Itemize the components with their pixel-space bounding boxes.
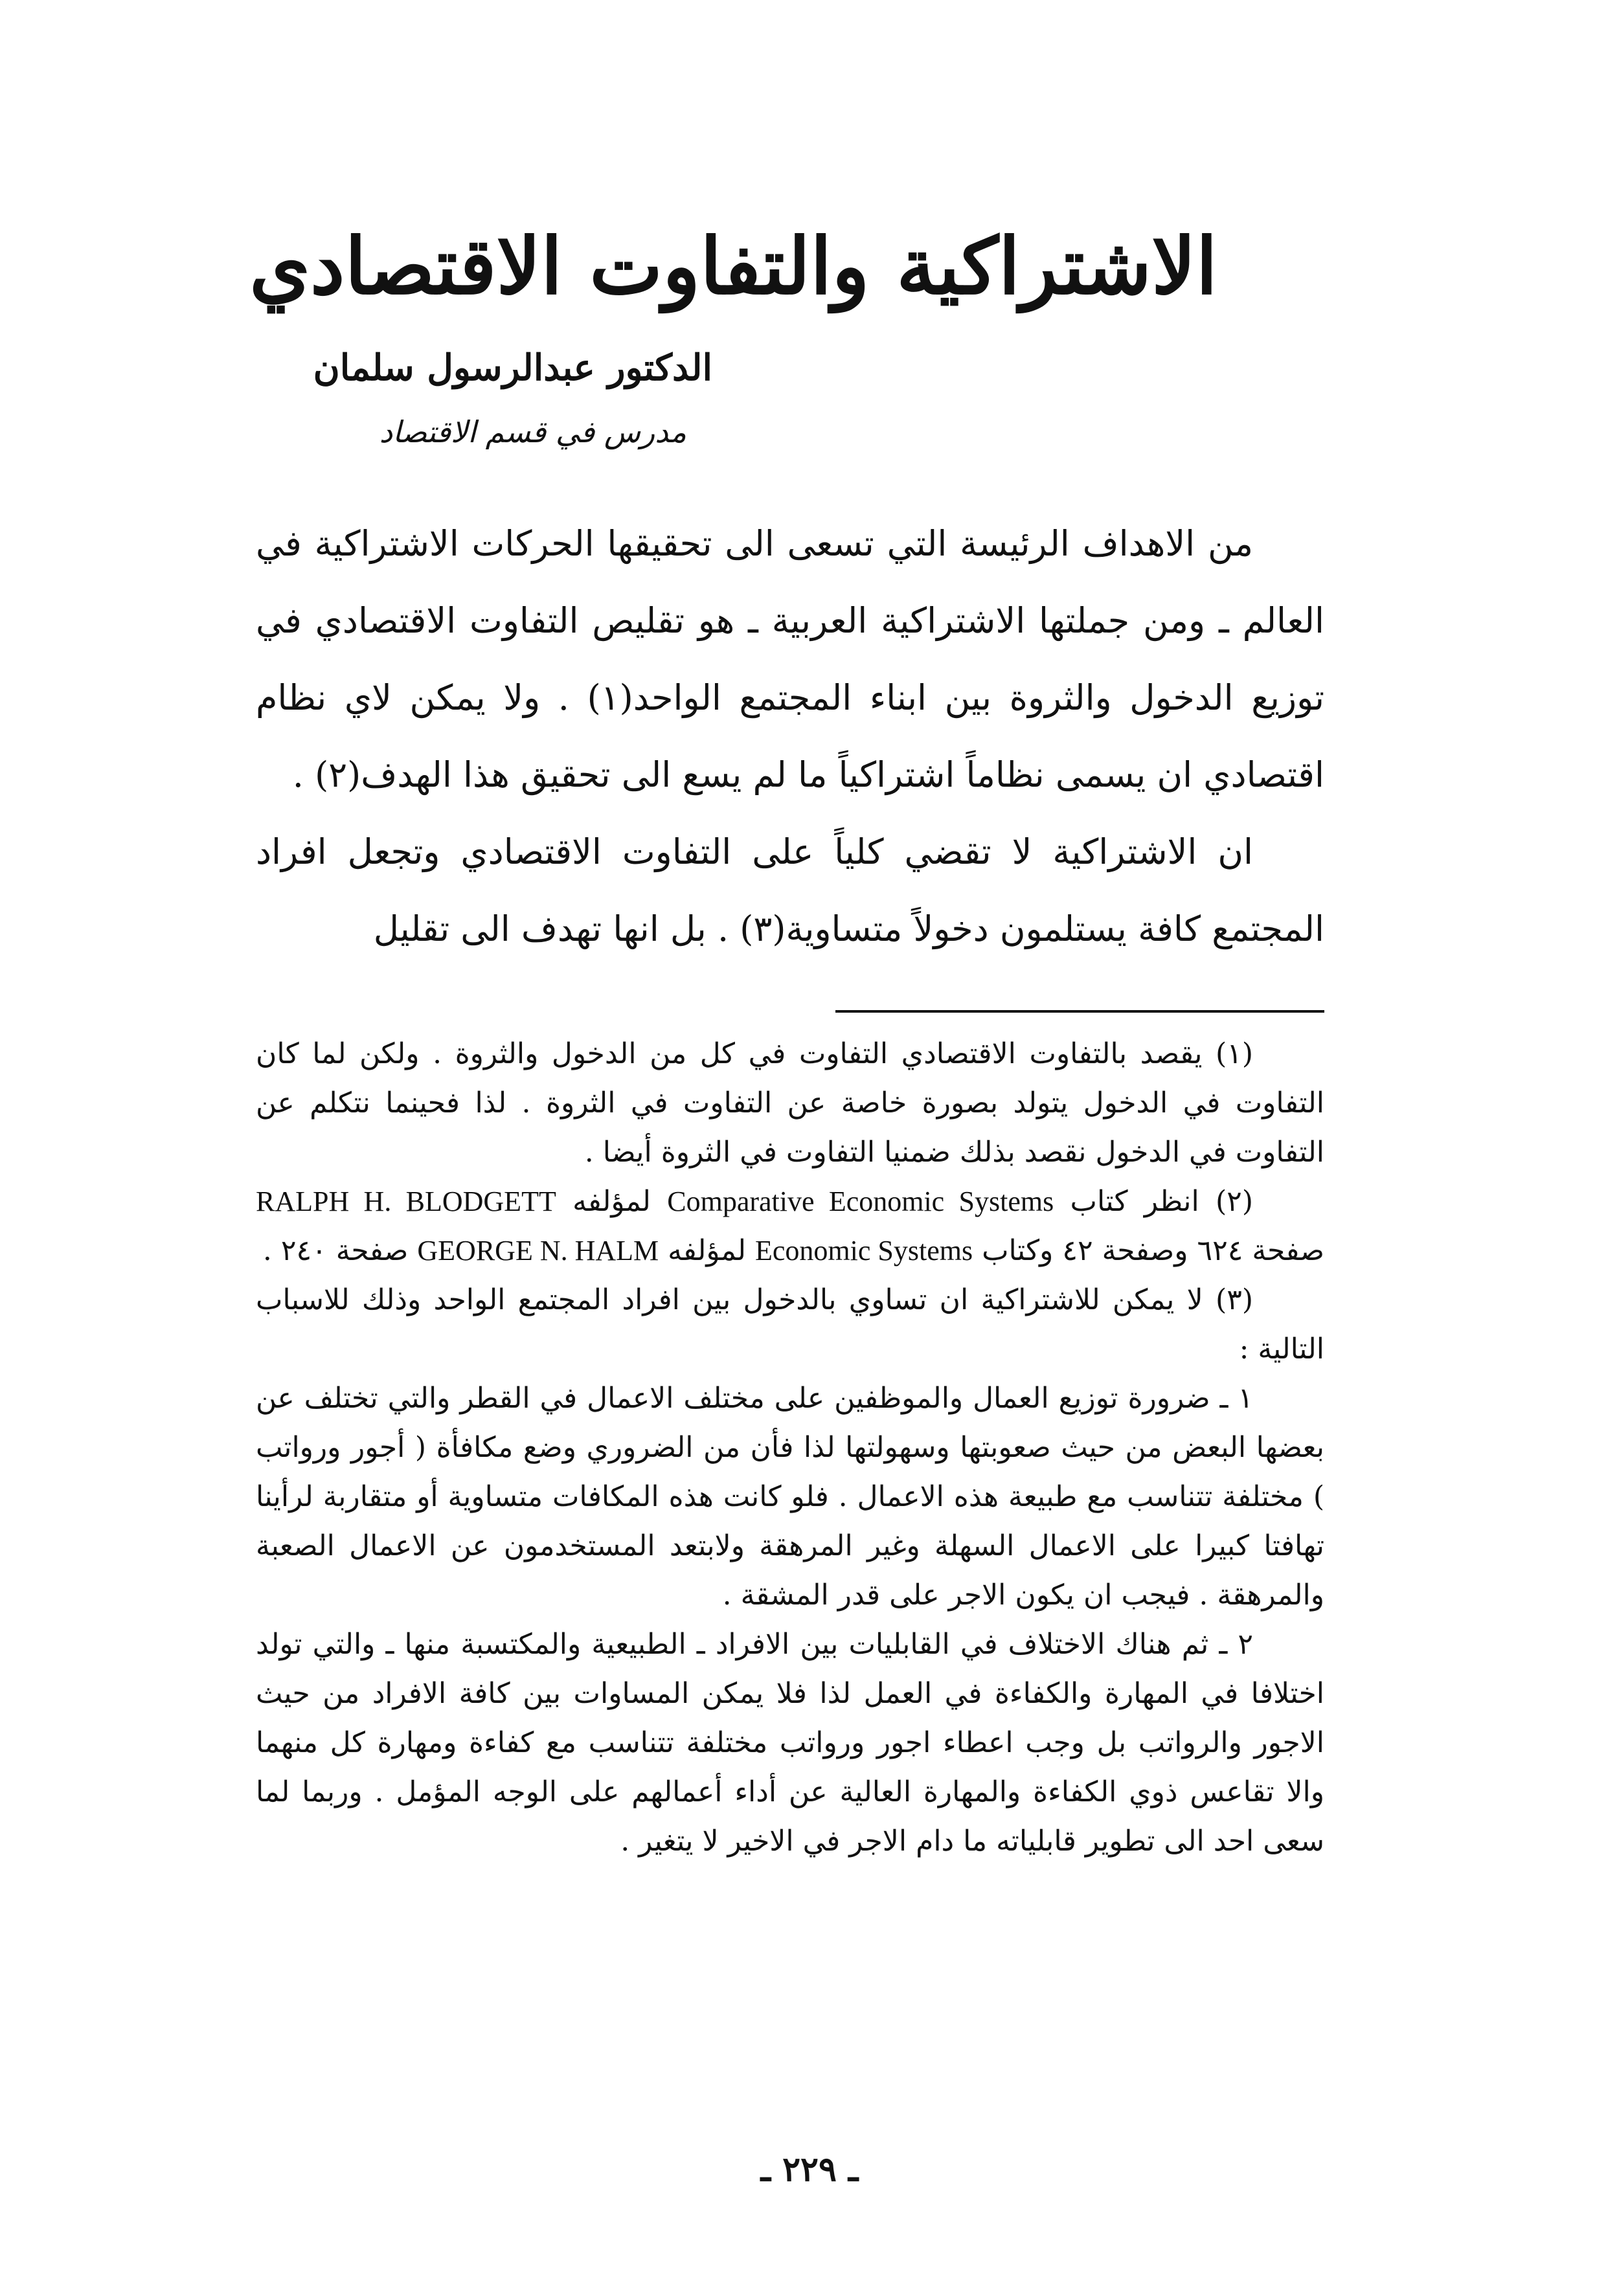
footnote-2-text: صفحة ٢٤٠ . (262, 1234, 409, 1267)
footnote-1: (١) يقصد بالتفاوت الاقتصادي التفاوت في كل من الدخول والثروة . ولكن لما كان التفاوت في الدخول يتولد بصورة خاصة عن التفاوت في الثروة . لذا فحينما نتكلم عن التفاوت في الدخول نقصد بذلك ضمنيا التفاوت في الثروة أيضا . (256, 1037, 1324, 1169)
book-author-2: GEORGE N. HALM (417, 1235, 659, 1266)
article-body (256, 505, 1324, 967)
footnote-2-text: صفحة ٦٢٤ وصفحة ٤٢ وكتاب (982, 1234, 1324, 1267)
footnote-3-item-1: ١ ـ ضرورة توزيع العمال والموظفين على مختلف الاعمال في القطر والتي تختلف عن بعضها البعض من حيث صعوبتها وسهولتها لذا فأن من الضروري وضع مكافأة ( أجور ورواتب ) مختلفة تتناسب مع طبيعة هذه الاعمال . فلو كانت هذه المكافات متساوية أو متقاربة لرأينا تهافتا كبيرا على الاعمال السهلة وغير المرهقة ولابتعد المستخدمون عن الاعمال الصعبة والمرهقة . فيجب ان يكون الاجر على قدر المشقة . (256, 1382, 1324, 1612)
body-paragraph: ان الاشتراكية لا تقضي كلياً على التفاوت الاقتصادي وتجعل افراد المجتمع كافة يستلمون دخولاً متساوية(٣) . بل انها تهدف الى تقليل (256, 831, 1324, 949)
footnote-3-item-2: ٢ ـ ثم هناك الاختلاف في القابليات بين الافراد ـ الطبيعية والمكتسبة منها ـ والتي تولد اختلافا في المهارة والكفاءة في العمل لذا فلا يمكن المساوات بين كافة الافراد من حيث الاجور والرواتب بل وجب اعطاء اجور ورواتب مختلفة تتناسب مع كفاءة ومهارة كل منهما والا تقاعس ذوي الكفاءة والمهارة العالية عن أداء أعمالهم على الوجه المؤمل . وربما لما سعى احد الى تطوير قابلياته ما دام الاجر في الاخير لا يتغير . (256, 1628, 1324, 1858)
article-title: الاشتراكية والتفاوت الاقتصادي (249, 221, 1217, 312)
footnote-2-text: لمؤلفه (572, 1185, 651, 1218)
body-paragraph: من الاهداف الرئيسة التي تسعى الى تحقيقها الحركات الاشتراكية في العالم ـ ومن جملتها الاشتراكية العربية ـ هو تقليص التفاوت الاقتصادي في توزيع الدخول والثروة بين ابناء المجتمع الواحد(١) . ولا يمكن لاي نظام اقتصادي ان يسمى نظاماً اشتراكياً ما لم يسع الى تحقيق هذا الهدف(٢) . (256, 523, 1324, 795)
book-title-2: Economic Systems (754, 1235, 973, 1266)
footnote-separator (835, 1010, 1324, 1013)
footnote-2-text: (٢) انظر كتاب (1070, 1185, 1253, 1218)
footnote-3: (٣) لا يمكن للاشتراكية ان تساوي بالدخول بين افراد المجتمع الواحد وذلك للاسباب التالية : (256, 1283, 1324, 1366)
footnotes (256, 1030, 1324, 1866)
footnote-2 (256, 1177, 1324, 1276)
author-affiliation: مدرس في قسم الاقتصاد (379, 414, 686, 449)
book-title-1: Comparative Economic Systems (667, 1186, 1054, 1217)
page-number: ـ ٢٢٩ ـ (760, 2150, 859, 2189)
footnote-2-text: لمؤلفه (668, 1234, 746, 1267)
book-author-1: RALPH H. BLODGETT (256, 1186, 556, 1217)
author-name: الدكتور عبدالرسول سلمان (313, 346, 712, 389)
